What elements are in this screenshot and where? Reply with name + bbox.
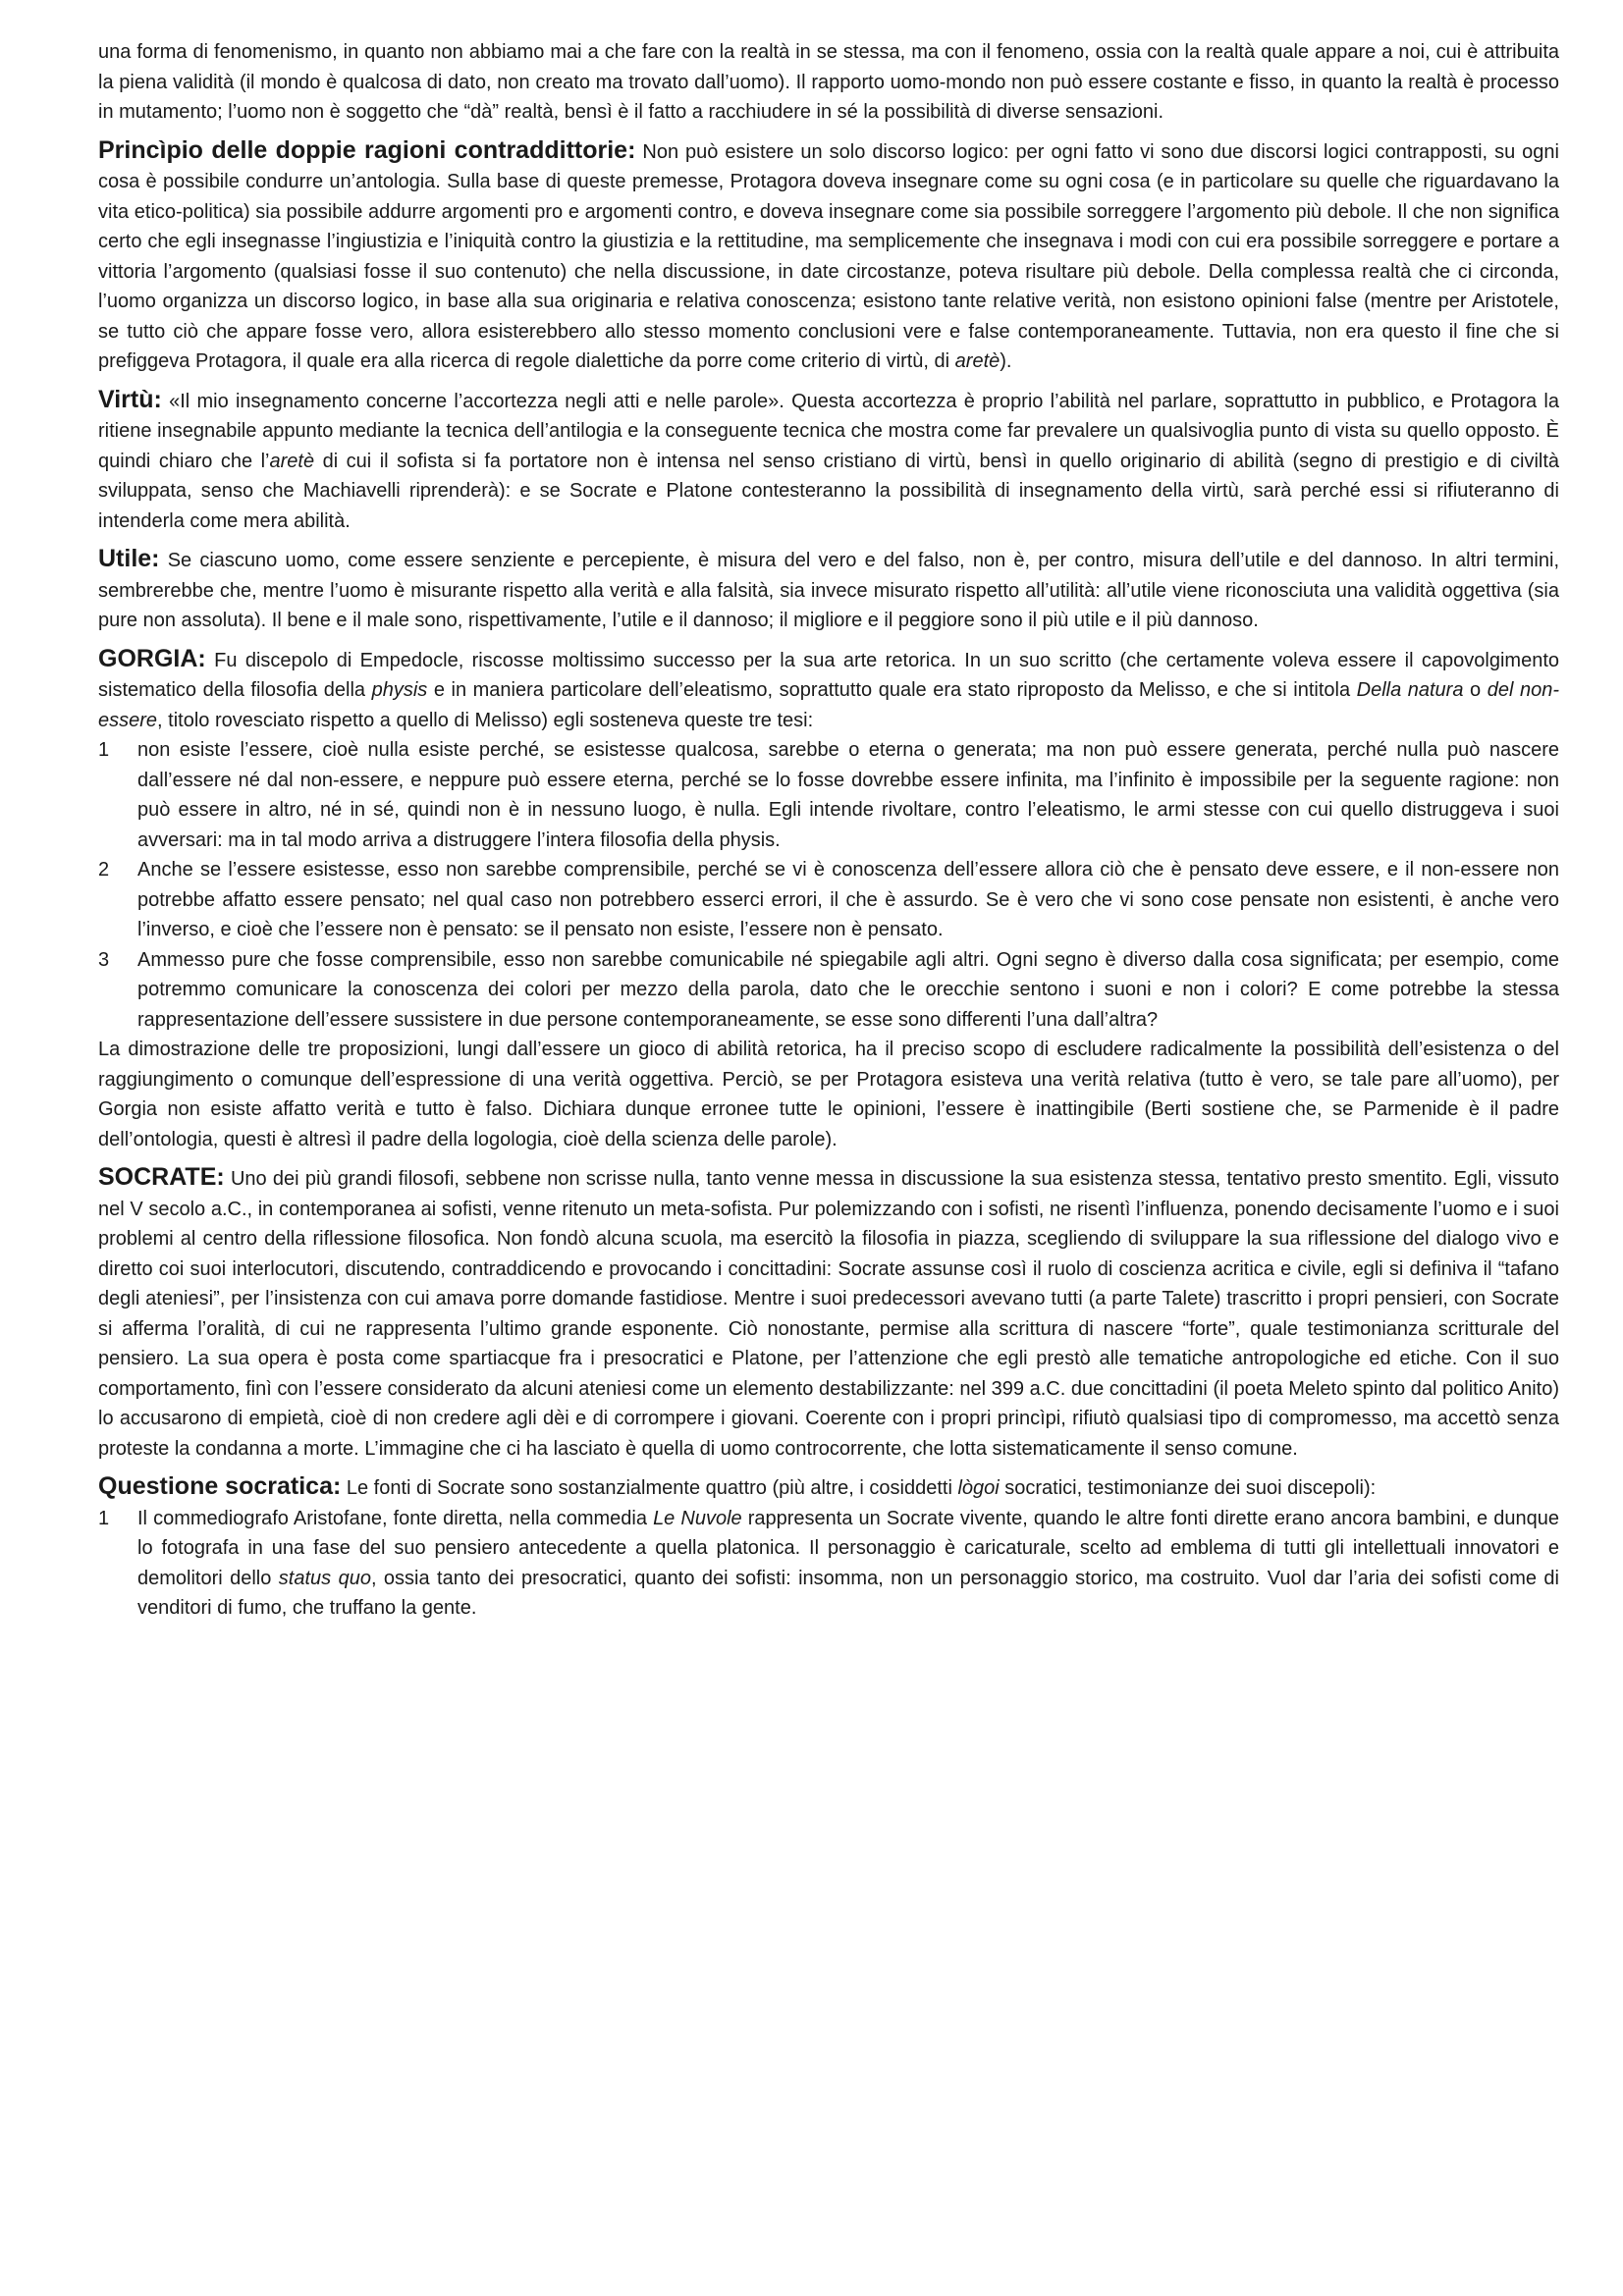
intro-paragraph: una forma di fenomenismo, in quanto non abbiamo mai a che fare con la realtà in se stessa, ma con il fenomeno, ossia con la realtà quale appare a noi, cui è attribuita la piena validità (il mondo è qualcosa di dato, non creato ma trovato dall’uomo). Il rapporto uomo-mondo non può essere costante e fisso, in quanto la realtà è processo in mutamento; l’uomo non è soggetto che “dà” realtà, bensì è il fatto a racchiudere in sé la possibilità di diverse sensazioni. bbox=[98, 41, 1559, 123]
list-item: 2 Anche se l’essere esistesse, esso non sarebbe comprensibile, perché se vi è conoscenza dell’essere allora ciò che è pensato deve essere, e il non-essere non potrebbe affatto essere pensato; nel qual caso non potrebbero esserci errori, il che è assurdo. Se è vero che vi sono cose pensate non esistenti, è anche vero l’inverso, e cioè che l’essere non è pensato: se il pensato non esiste, l’essere non è pensato. bbox=[98, 859, 1559, 940]
document-page bbox=[98, 37, 1559, 1624]
section-gorgia: GORGIA: Fu discepolo di Empedocle, riscosse moltissimo successo per la sua arte retorica. In un suo scritto (che certamente voleva essere il capovolgimento sistematico della filosofia della physis e in maniera particolare dell’eleatismo, soprattutto quale era stato riproposto da Melisso, e che si intitola Della natura o del non-essere, titolo rovesciato rispetto a quello di Melisso) egli sosteneva queste tre tesi: bbox=[98, 644, 1559, 731]
gorgia-theses-list bbox=[98, 735, 1559, 1035]
section-principio: Princìpio delle doppie ragioni contraddittorie: Non può esistere un solo discorso logico: per ogni fatto vi sono due discorsi logici contrapposti, su ogni cosa è possibile condurre un’antologia. Sulla base di queste premesse, Protagora doveva insegnare come su ogni cosa (e in particolare su quelle che riguardavano la vita etico-politica) sia possibile addurre argomenti pro e argomenti contro, e doveva insegnare come sia possibile sorreggere l’argomento più debole. Il che non significa certo che egli insegnasse l’ingiustizia e l’iniquità contro la giustizia e la rettitudine, ma semplicemente che insegnava i modi con cui era possibile sorreggere e portare a vittoria l’argomento (qualsiasi fosse il suo contenuto) che nella discussione, in date circostanze, poteva risultare più debole. Della complessa realtà che ci circonda, l’uomo organizza un discorso logico, in base alla sua originaria e relativa conoscenza; esistono tante relative verità, non esistono opinioni false (mentre per Aristotele, se tutto ciò che appare fosse vero, allora esisterebbero allo stesso momento conclusioni vere e false contemporaneamente. Tuttavia, non era questo il fine che si prefiggeva Protagora, il quale era alla ricerca di regole dialettiche da porre come criterio di virtù, di aretè). bbox=[98, 135, 1559, 372]
section-heading: Questione socratica: bbox=[98, 1472, 342, 1500]
section-heading: SOCRATE: bbox=[98, 1163, 225, 1191]
section-virtu: Virtù: «Il mio insegnamento concerne l’accortezza negli atti e nelle parole». Questa accortezza è proprio l’abilità nel parlare, soprattutto in pubblico, e Protagora la ritiene insegnabile appunto mediante la tecnica dell’antilogia e la conseguente tecnica che mostra come far prevalere un qualsivoglia punto di vista su quello opposto. È quindi chiaro che l’aretè di cui il sofista si fa portatore non è intensa nel senso cristiano di virtù, bensì in quello originario di abilità (segno di prestigio e di civiltà sviluppata, senso che Machiavelli riprenderà): e se Socrate e Platone contesteranno la possibilità di insegnamento della virtù, sarà perché essi si rifiuteranno di intenderla come mera abilità. bbox=[98, 385, 1560, 532]
gorgia-closing-paragraph: La dimostrazione delle tre proposizioni, lungi dall’essere un gioco di abilità retorica, ha il preciso scopo di escludere radicalmente la possibilità dell’esistenza o del raggiungimento o comunque dell’espressione di una verità oggettiva. Perciò, se per Protagora esisteva una verità relativa (tutto è vero, se tale pare all’uomo), per Gorgia non esiste affatto verità e tutto è falso. Dichiara dunque erronee tutte le opinioni, l’essere è inattingibile (Berti sostiene che, se Parmenide è il padre dell’ontologia, questi è altresì il padre della logologia, cioè della scienza delle parole). bbox=[98, 1039, 1559, 1150]
sources-list bbox=[98, 1504, 1559, 1624]
section-heading: Virtù: bbox=[98, 385, 162, 413]
list-item: 1 Il commediografo Aristofane, fonte diretta, nella commedia Le Nuvole rappresenta un Socrate vivente, quando le altre fonti dirette erano ancora bambini, e dunque lo fotografa in una fase del suo pensiero antecedente a quella platonica. Il personaggio è caricaturale, scelto ad emblema di tutti gli intellettuali innovatori e demolitori dello status quo, ossia tanto dei presocratici, quanto dei sofisti: insomma, non un personaggio storico, ma costruito. Vuol dar l’aria dei sofisti come di venditori di fumo, che truffano la gente. bbox=[98, 1507, 1559, 1619]
section-questione-socratica: Questione socratica: Le fonti di Socrate sono sostanzialmente quattro (più altre, i cosiddetti lògoi socratici, testimonianze dei suoi discepoli): bbox=[98, 1472, 1377, 1500]
section-heading: GORGIA: bbox=[98, 644, 206, 672]
section-socrate: SOCRATE: Uno dei più grandi filosofi, sebbene non scrisse nulla, tanto venne messa in discussione la sua esistenza stessa, tentativo presto smentito. Egli, vissuto nel V secolo a.C., in contemporanea ai sofisti, venne ritenuto un meta-sofista. Pur polemizzando con i sofisti, ne risentì l’influenza, ponendo decisamente l’uomo e i suoi problemi al centro della riflessione filosofica. Non fondò alcuna scuola, ma esercitò la filosofia in piazza, scegliendo di sviluppare la sua riflessione del dialogo vivo e diretto coi suoi interlocutori, discutendo, contraddicendo e provocando i concittadini: Socrate assunse così il ruolo di coscienza acritica e civile, egli si definiva il “tafano degli ateniesi”, per l’insistenza con cui amava porre domande fastidiose. Mentre i suoi predecessori avevano tutti (a parte Talete) trascritto i propri pensieri, con Socrate si afferma l’oralità, di cui ne rappresenta l’ultimo grande esponente. Ciò nonostante, permise alla scrittura di nascere “forte”, quale testimonianza scritturale del pensiero. La sua opera è posta come spartiacque fra i presocratici e Platone, per l’attenzione che egli prestò alle tematiche antropologiche ed etiche. Con il suo comportamento, finì con l’essere considerato da alcuni ateniesi come un elemento destabilizzante: nel 399 a.C. due concittadini (il poeta Meleto spinto dal politico Anito) lo accusarono di empietà, cioè di non credere agli dèi e di corrompere i giovani. Coerente con i propri princìpi, rifiutò qualsiasi tipo di compromesso, ma accettò senza proteste la condanna a morte. L’immagine che ci ha lasciato è quella di uomo controcorrente, che lotta sistematicamente il senso comune. bbox=[98, 1163, 1559, 1460]
section-utile: Utile: Se ciascuno uomo, come essere senziente e percepiente, è misura del vero e del falso, non è, per contro, misura dell’utile e del dannoso. In altri termini, sembrerebbe che, mentre l’uomo è misurante rispetto alla verità e alla falsità, sia invece misurato rispetto all’utilità: all’utile viene riconosciuta una validità oggettiva (sia pure non assoluta). Il bene e il male sono, rispettivamente, l’utile e il dannoso; il migliore e il peggiore sono il più utile e il più dannoso. bbox=[98, 545, 1559, 631]
list-item: 1 non esiste l’essere, cioè nulla esiste perché, se esistesse qualcosa, sarebbe o eterna o generata; ma non può essere generata, perché nulla può nascere dall’essere né dal non-essere, e neppure può essere eterna, perché se lo fosse dovrebbe essere infinita, ma l’infinito è impossibile per la seguente ragione: non può essere in altro, né in sé, quindi non è in nessuno luogo, è nulla. Egli intende rivoltare, contro l’eleatismo, le armi stesse con cui quello distruggeva i suoi avversari: ma in tal modo arriva a distruggere l’intera filosofia della physis. bbox=[98, 739, 1559, 851]
list-item: 3 Ammesso pure che fosse comprensibile, esso non sarebbe comunicabile né spiegabile agli altri. Ogni segno è diverso dalla cosa significata; per esempio, come potremmo comunicare la conoscenza dei colori per mezzo della parola, dato che le orecchie sentono i suoni e non i colori? E come potrebbe la stessa rappresentazione dell’essere sussistere in due persone contemporaneamente, se esse sono differenti l’una dall’altra? bbox=[98, 948, 1559, 1031]
section-heading: Princìpio delle doppie ragioni contraddittorie: bbox=[98, 135, 636, 164]
section-heading: Utile: bbox=[98, 545, 160, 572]
